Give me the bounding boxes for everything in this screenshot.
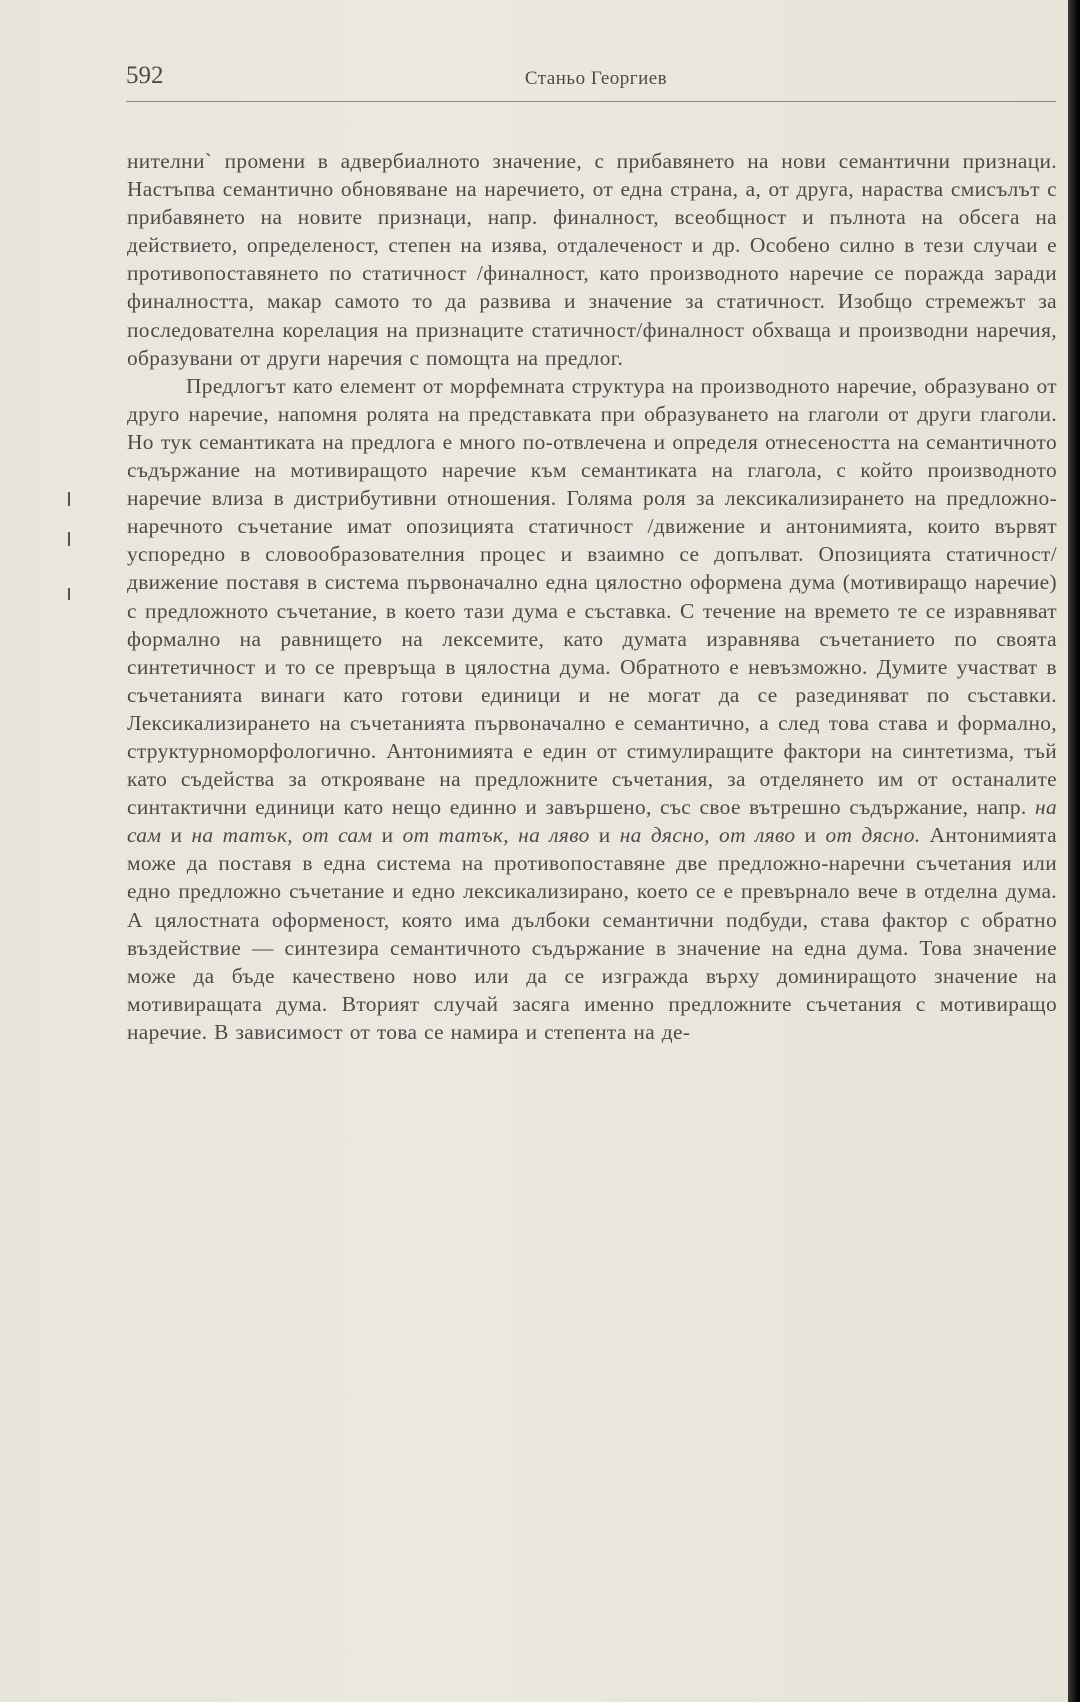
text-run: и: [589, 823, 620, 848]
italic-example: на дясно, от ляво: [619, 823, 796, 848]
text-run: нителни` промени в адвербиалното значение, с прибавянето на нови семантични признаци. Настъпва семантично обновяване на наречието, от една страна, а, от друга, нараства смисълът с прибавянето на новите признаци, напр. финалност, всеобщност и пълнота на обсега на действието, определеност, степен на изява, отдалеченост и др. Особено силно в тези случаи е противопоставянето по статичност /финалност, като производното наречие се поражда заради финалността, макар самото то да развива и значение за статичност. Изобщо стремежът за последователна корелация на признаците статичност/финалност обхваща и производни наречия, образувани от други наречия с помощта на предлог.: [127, 149, 1057, 370]
italic-example: от дясно.: [825, 823, 921, 848]
text-run: и: [161, 823, 192, 848]
text-run: и: [795, 823, 826, 848]
margin-marks: [62, 488, 76, 608]
text-run: Предлогът като елемент от морфемната структура на производното наречие, образувано от друго наречие, напомня ролята на представката при образуването на глаголи от други глаголи. Но тук семантиката на предлога е много по-отвлечена и определя отнесеността на семантичното съдържание на мотивиращото наречие към семантиката на глагола, с който производното наречие влиза в дистрибутивни отношения. Голяма роля за лексикализирането на предложно-наречното съчетание имат опозицията статичност /движение и антонимията, които вървят успоредно в словообразователния процес и взаимно се допълват. Опозицията статичност/ движение поставя в система първоначално една цялостно оформена дума (мотивиращо наречие) с предложното съчетание, в което тази дума е съставка. С течение на времето те се изравняват формално на равнището на лексемите, като думата изравнява съчетанието по своята синтетичност и то се превръща в цялостна дума. Обратното е невъзможно. Думите участват в съчетанията винаги като готови единици и не могат да се разединяват по съставки. Лексикализирането на съчетанията първоначално е семантично, а след това става и формално, структурноморфологично. Антонимията е един от стимулиращите фактори на синтетизма, тъй като съдейства за открояване на предложните съчетания, за отделянето им от останалите синтактични единици като нещо единно и завършено, със свое вътрешно съдържание, напр.: [127, 373, 1057, 820]
text-run: и: [372, 823, 403, 848]
running-head: Станьо Георгиев: [524, 68, 668, 89]
header-rule: [126, 101, 1056, 102]
italic-example: на сам: [127, 795, 1057, 848]
page-number: 592: [126, 62, 164, 89]
book-spine-shadow: [1068, 0, 1080, 1702]
italic-example: на татък, от сам: [191, 823, 373, 848]
page-header: [126, 62, 1066, 102]
paragraph: [127, 147, 1057, 372]
margin-tick: [68, 588, 70, 600]
text-run: Антонимията може да поставя в една система на противопоставяне две предложно-наречни съчетания или едно предложно съчетание и едно лексикализирано, което се е превърнало вече в отделна дума. А цялостната оформеност, която има дълбоки семантични подбуди, става фактор с обратно въздействие — синтезира семантичното съдържание в значение на една дума. Това значение може да бъде качествено ново или да се изгражда върху доминиращото значение на мотивиращата дума. Вторият случай засяга именно предложните съчетания с мотивиращо наречие. В зависимост от това се намира и степента на де-: [127, 823, 1057, 1044]
paragraph: [127, 372, 1057, 1046]
body-text: [127, 147, 1057, 1046]
margin-tick: [68, 492, 70, 506]
italic-example: от татък, на ляво: [402, 823, 590, 848]
margin-tick: [68, 532, 70, 546]
